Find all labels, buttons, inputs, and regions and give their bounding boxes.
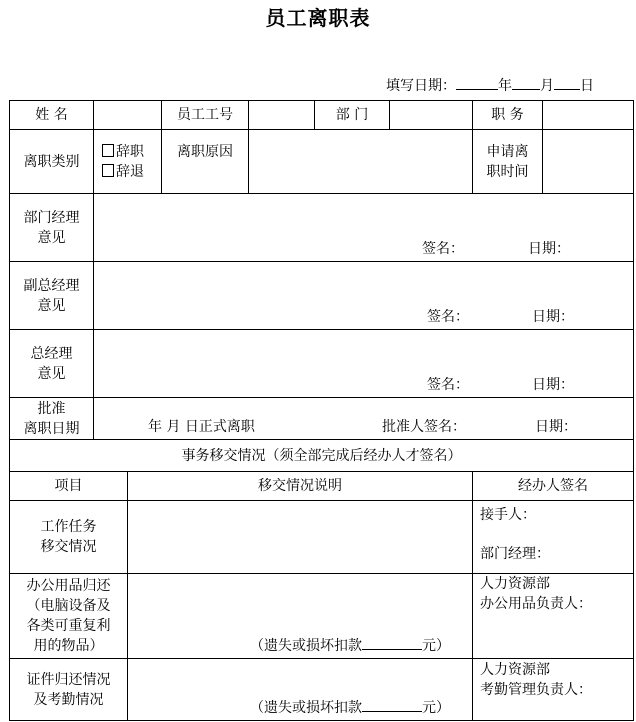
year-blank[interactable] [456,75,498,90]
department-label: 部 门 [315,101,390,130]
approval-field[interactable] [94,398,634,440]
opinion-label-line2: 意见 [37,229,66,246]
handover-header-row [10,472,634,501]
option-dismiss-label: 辞退 [116,163,144,180]
date-label: 日期： [528,241,570,257]
handover-item [10,574,128,659]
item-line: 证件归还情况 [26,671,111,688]
employee-no-label: 员工工号 [162,101,249,130]
handover-description-field[interactable] [128,501,473,574]
handover-description-field[interactable] [128,574,473,659]
handover-sign-field[interactable] [473,574,634,659]
deduction-note [250,635,450,656]
item-line: （电脑设备及 [26,598,111,614]
handover-row [10,501,634,574]
handover-item [10,501,128,574]
checkbox-icon[interactable] [102,164,114,177]
opinion-field[interactable] [94,194,634,262]
opinion-field[interactable] [94,330,634,398]
name-field[interactable] [94,101,162,130]
header-item: 项目 [10,472,128,501]
header-sign: 经办人签名 [473,472,634,501]
employee-no-field[interactable] [249,101,315,130]
approval-row [10,398,634,440]
item-line: 及考勤情况 [33,691,104,708]
approval-label-line2: 离职日期 [23,420,80,437]
approval-label-line1: 批准 [37,400,66,417]
sign-label: 签名： [422,241,464,257]
handover-title: 事务移交情况（须全部完成后经办人才签名） [10,440,634,472]
basic-info-row [10,101,634,130]
resign-reason-field[interactable] [249,130,473,194]
position-field[interactable] [543,101,634,130]
fill-date-label: 填写日期： [386,78,456,94]
resign-reason-label: 离职原因 [162,130,249,194]
fill-date [386,75,594,95]
opinion-label-line2: 意见 [37,297,66,314]
apply-time-line2: 职时间 [486,163,529,180]
header-description: 移交情况说明 [128,472,473,501]
deduction-note [250,697,450,718]
resignation-form-table [9,100,634,721]
handover-title-row [10,440,634,472]
sign-line-2: 考勤管理负责人： [480,682,592,698]
handover-description-field[interactable] [128,659,473,721]
opinion-label [10,330,94,398]
option-resign-label: 辞职 [116,143,144,160]
sign-label: 签名： [427,377,469,393]
date-label: 日期： [532,377,574,393]
sign-line-2: 办公用品负责人： [480,596,592,612]
opinion-label-line1: 总经理 [30,345,73,362]
item-line: 移交情况 [40,539,97,555]
day-blank[interactable] [554,75,580,90]
handover-row [10,659,634,721]
deduction-unit: 元） [422,700,450,716]
amount-blank[interactable] [362,635,422,650]
item-line: 工作任务 [40,519,97,535]
opinion-field[interactable] [94,262,634,330]
item-line: 各类可重复利 [26,618,111,634]
month-blank[interactable] [512,75,540,90]
date-label: 日期： [532,309,574,325]
opinion-label [10,194,94,262]
resign-type-row [10,130,634,194]
option-resign[interactable] [102,142,161,162]
opinion-label [10,262,94,330]
opinion-row [10,262,634,330]
apply-time-line1: 申请离 [486,143,529,160]
opinion-label-line2: 意见 [37,365,66,382]
amount-blank[interactable] [362,697,422,712]
deduction-prefix: （遗失或损坏扣款 [250,700,362,716]
handover-item [10,659,128,721]
handover-sign-field[interactable] [473,659,634,721]
fill-date-year: 年 [498,78,512,94]
position-label: 职 务 [473,101,543,130]
deduction-unit: 元） [422,638,450,654]
dept-manager-label: 部门经理： [480,546,550,562]
opinion-label-line1: 部门经理 [23,209,80,226]
item-line: 用的物品） [33,638,104,654]
receiver-label: 接手人： [480,507,536,523]
item-line: 办公用品归还 [26,578,111,594]
apply-time-field[interactable] [543,130,634,194]
approval-date-label: 日期： [535,419,577,435]
sign-label: 签名： [427,309,469,325]
approval-date-text: 年 月 日正式离职 [148,419,255,435]
option-dismiss[interactable] [102,162,161,182]
approver-sign-label: 批准人签名： [382,419,466,435]
resign-type-label: 离职类别 [10,130,94,194]
approval-label [10,398,94,440]
sign-line-1: 人力资源部 [480,662,550,678]
fill-date-month: 月 [540,78,554,94]
sign-line-1: 人力资源部 [480,576,550,592]
resign-type-options [94,130,162,194]
handover-row [10,574,634,659]
deduction-prefix: （遗失或损坏扣款 [250,638,362,654]
apply-time-label [473,130,543,194]
checkbox-icon[interactable] [102,144,114,157]
handover-sign-field[interactable] [473,501,634,574]
opinion-row [10,330,634,398]
opinion-label-line1: 副总经理 [23,277,80,294]
opinion-row [10,194,634,262]
form-title: 员工离职表 [265,6,371,30]
fill-date-day: 日 [580,78,594,94]
department-field[interactable] [390,101,473,130]
name-label: 姓 名 [10,101,94,130]
